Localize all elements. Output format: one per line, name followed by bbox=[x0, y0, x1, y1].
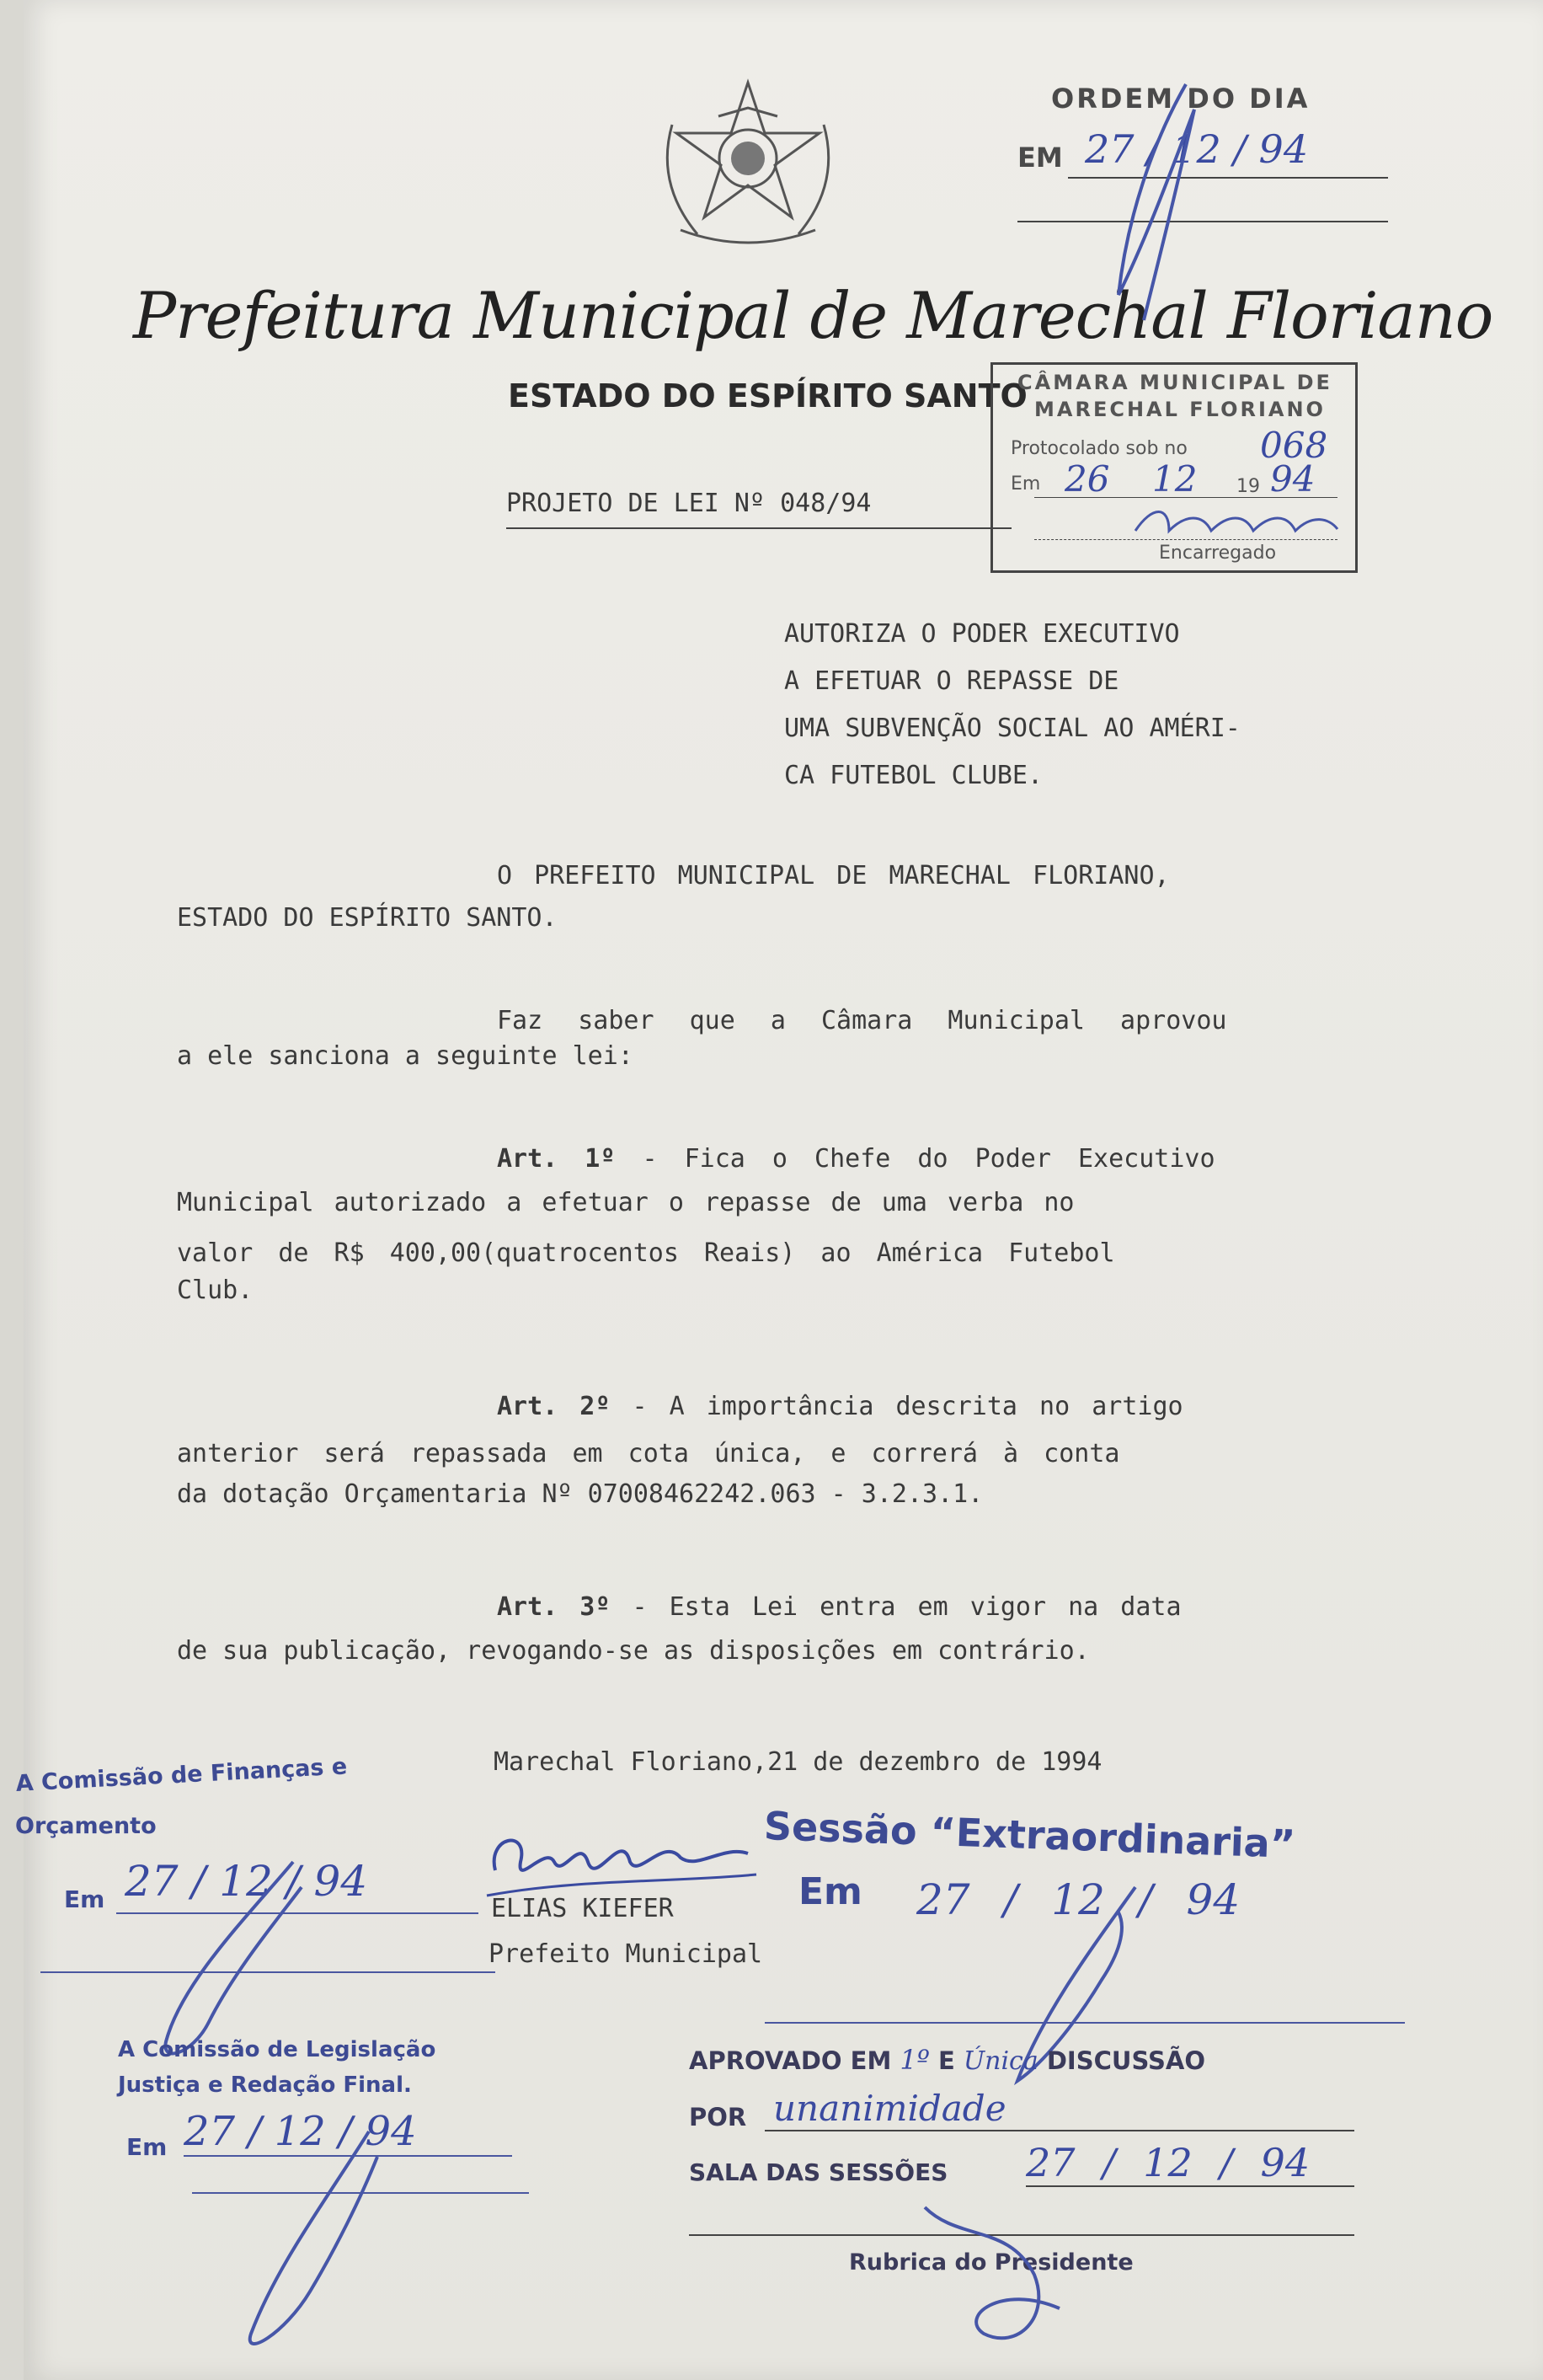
signer-role: Prefeito Municipal bbox=[489, 1939, 763, 1969]
protocol-em-label: Em bbox=[1011, 473, 1041, 495]
state-name: ESTADO DO ESPÍRITO SANTO bbox=[508, 377, 1028, 414]
ordem-do-dia-title: ORDEM DO DIA bbox=[1051, 83, 1311, 115]
ordem-signature-icon bbox=[1093, 76, 1220, 329]
financas-line1: A Comissão de Finanças e bbox=[15, 1753, 348, 1797]
protocol-day: 26 bbox=[1065, 458, 1110, 500]
intro-line-1: O PREFEITO MUNICIPAL DE MARECHAL FLORIANO, bbox=[497, 861, 1170, 890]
ementa-line: CA FUTEBOL CLUBE. bbox=[784, 761, 1044, 790]
municipality-title: Prefeitura Municipal de Marechal Floriano bbox=[133, 278, 1493, 353]
sala-date: 27 / 12 / 94 bbox=[1026, 2140, 1311, 2185]
legislacao-date: 27 / 12 / 94 bbox=[184, 2108, 417, 2155]
art1-first-line: Art. 1º - Fica o Chefe do Poder Executivo bbox=[497, 1144, 1215, 1174]
aprovado-por-value: unanimidade bbox=[773, 2088, 1006, 2129]
protocol-year-prefix: 19 bbox=[1236, 476, 1260, 497]
financas-date: 27 / 12 / 94 bbox=[125, 1857, 368, 1906]
coat-of-arms-icon bbox=[647, 74, 849, 259]
legislacao-line1: A Comissão de Legislação bbox=[118, 2037, 436, 2062]
art2-label: Art. 2º bbox=[497, 1392, 611, 1421]
aprovado-line: APROVADO EM 1º E Única DISCUSSÃO bbox=[689, 2044, 1206, 2076]
document-page bbox=[15, 0, 1543, 2380]
sessao-title: Sessão “Extraordinaria” bbox=[763, 1803, 1296, 1867]
ordem-em-label: EM bbox=[1017, 142, 1063, 174]
protocol-label: Protocolado sob no bbox=[1011, 438, 1188, 459]
place-date: Marechal Floriano,21 de dezembro de 1994 bbox=[494, 1747, 1103, 1777]
faz-saber-line-2: a ele sanciona a seguinte lei: bbox=[177, 1041, 633, 1071]
sessao-date: 27 / 12 / 94 bbox=[916, 1875, 1241, 1924]
presidente-signature-icon bbox=[908, 2190, 1076, 2367]
sala-label: SALA DAS SESSÕES bbox=[689, 2158, 948, 2186]
signer-name: ELIAS KIEFER bbox=[491, 1894, 674, 1923]
art1-label: Art. 1º bbox=[497, 1144, 616, 1174]
bill-title: PROJETO DE LEI Nº 048/94 bbox=[506, 489, 872, 518]
protocol-line2: MARECHAL FLORIANO bbox=[1034, 398, 1326, 421]
art3-first-line: Art. 3º - Esta Lei entra em vigor na data bbox=[497, 1592, 1182, 1622]
art2-first-line: Art. 2º - A importância descrita no artigo bbox=[497, 1392, 1183, 1421]
ementa-line: UMA SUBVENÇÃO SOCIAL AO AMÉRI- bbox=[784, 714, 1241, 743]
sessao-em-label: Em bbox=[798, 1870, 862, 1913]
art2-line-3: da dotação Orçamentaria Nº 07008462242.063 - 3.2.3.1. bbox=[177, 1479, 984, 1509]
legislacao-line2: Justiça e Redação Final. bbox=[118, 2072, 412, 2098]
encarregado-signature-icon bbox=[1127, 497, 1346, 548]
protocol-month: 12 bbox=[1152, 458, 1198, 500]
protocol-line1: CÂMARA MUNICIPAL DE bbox=[1017, 371, 1332, 394]
ementa-line: AUTORIZA O PODER EXECUTIVO bbox=[784, 619, 1180, 649]
aprovado-por-label: POR bbox=[689, 2103, 747, 2131]
mayor-signature-icon bbox=[478, 1811, 765, 1904]
ementa-line: A EFETUAR O REPASSE DE bbox=[784, 666, 1119, 696]
art1-line-4: Club. bbox=[177, 1276, 254, 1305]
legislacao-em-label: Em bbox=[126, 2133, 168, 2161]
protocol-year-suffix: 94 bbox=[1270, 458, 1316, 500]
intro-line-2: ESTADO DO ESPÍRITO SANTO. bbox=[177, 903, 558, 933]
faz-saber-line-1: Faz saber que a Câmara Municipal aprovou bbox=[497, 1006, 1227, 1035]
art2-line-2: anterior será repassada em cota única, e correrá à conta bbox=[177, 1439, 1120, 1468]
art3-label: Art. 3º bbox=[497, 1592, 611, 1622]
encarregado-label: Encarregado bbox=[1159, 543, 1277, 564]
financas-line2: Orçamento bbox=[15, 1813, 157, 1839]
rubrica-label: Rubrica do Presidente bbox=[849, 2249, 1134, 2276]
financas-em-label: Em bbox=[64, 1885, 105, 1913]
art1-line-2: Municipal autorizado a efetuar o repasse de uma verba no bbox=[177, 1188, 1075, 1217]
bill-ementa bbox=[784, 611, 1365, 800]
art3-line-2: de sua publicação, revogando-se as disposições em contrário. bbox=[177, 1636, 1090, 1666]
legislacao-signature-icon bbox=[217, 2123, 403, 2359]
protocol-number: 068 bbox=[1260, 425, 1328, 466]
art1-line-3: valor de R$ 400,00(quatrocentos Reais) ao América Futebol bbox=[177, 1238, 1115, 1268]
ordem-date: 27 / 12 / 94 bbox=[1085, 126, 1309, 172]
